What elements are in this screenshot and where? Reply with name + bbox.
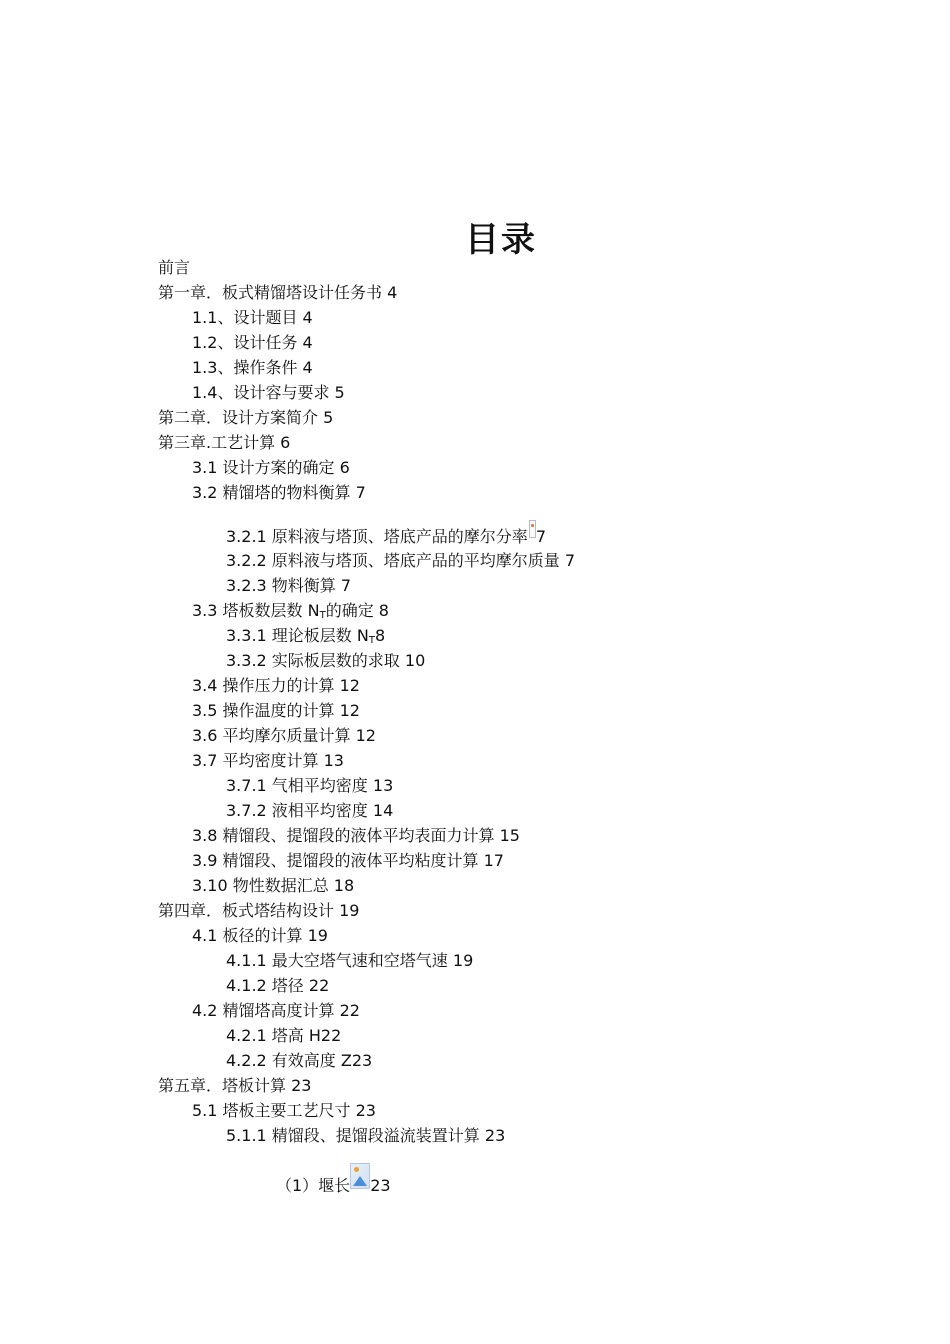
toc-entry-3-3-1[interactable] — [158, 626, 918, 651]
toc-entry-chapter-1[interactable]: 第一章．板式精馏塔设计任务书 4 — [158, 283, 398, 302]
toc-entry-preface[interactable]: 前言 — [158, 258, 191, 277]
toc-entry-4-1-1[interactable]: 4.1.1 最大空塔气速和空塔气速 19 — [226, 951, 474, 970]
toc-entry-chapter-5[interactable]: 第五章．塔板计算 23 — [158, 1076, 312, 1095]
toc-entry-chapter-2[interactable]: 第二章．设计方案简介 5 — [158, 408, 334, 427]
toc-entry-chapter-3[interactable]: 第三章.工艺计算 6 — [158, 433, 291, 452]
toc-entry-text-end: 8 — [374, 626, 386, 645]
toc-entry-chapter-4[interactable]: 第四章．板式塔结构设计 19 — [158, 901, 360, 920]
toc-entry-4-1-2[interactable]: 4.1.2 塔径 22 — [226, 976, 330, 995]
toc-entry-1-2[interactable]: 1.2、设计任务 4 — [192, 333, 313, 352]
toc-entry-3-6[interactable]: 3.6 平均摩尔质量计算 12 — [192, 726, 376, 745]
toc-entry-text: 3.2.1 原料液与塔顶、塔底产品的摩尔分率 — [226, 527, 528, 546]
toc-entry-4-1[interactable]: 4.1 板径的计算 19 — [192, 926, 328, 945]
toc-entry-3-7-1[interactable]: 3.7.1 气相平均密度 13 — [226, 776, 394, 795]
subscript: T — [319, 610, 326, 621]
toc-entry-text-end: 的确定 8 — [325, 601, 389, 620]
toc-entry-weir-length[interactable] — [158, 1151, 918, 1194]
broken-image-icon — [350, 1163, 370, 1189]
toc-entry-3-3[interactable] — [158, 601, 918, 626]
toc-entry-5-1[interactable]: 5.1 塔板主要工艺尺寸 23 — [192, 1101, 376, 1120]
toc-entry-3-2-1[interactable] — [158, 508, 918, 551]
toc-entry-3-1[interactable]: 3.1 设计方案的确定 6 — [192, 458, 350, 477]
toc-entry-text: （1）堰长 — [276, 1176, 351, 1195]
toc-entry-3-2-2[interactable]: 3.2.2 原料液与塔顶、塔底产品的平均摩尔质量 7 — [226, 551, 576, 570]
toc-page-number: 7 — [535, 527, 546, 546]
toc-entry-3-10[interactable]: 3.10 物性数据汇总 18 — [192, 876, 355, 895]
toc-entry-5-1-1[interactable]: 5.1.1 精馏段、提馏段溢流装置计算 23 — [226, 1126, 506, 1145]
table-of-contents — [158, 258, 918, 1194]
toc-entry-4-2-1[interactable]: 4.2.1 塔高 H22 — [226, 1026, 342, 1045]
toc-page-number: 23 — [370, 1176, 391, 1195]
toc-entry-3-7[interactable]: 3.7 平均密度计算 13 — [192, 751, 344, 770]
toc-entry-3-3-2[interactable]: 3.3.2 实际板层数的求取 10 — [226, 651, 426, 670]
toc-entry-1-4[interactable]: 1.4、设计容与要求 5 — [192, 383, 345, 402]
toc-entry-3-2-3[interactable]: 3.2.3 物料衡算 7 — [226, 576, 352, 595]
toc-entry-1-3[interactable]: 1.3、操作条件 4 — [192, 358, 313, 377]
toc-entry-text: 3.3 塔板数层数 N — [192, 601, 320, 620]
toc-entry-1-1[interactable]: 1.1、设计题目 4 — [192, 308, 313, 327]
subscript: T — [368, 635, 375, 646]
toc-entry-3-4[interactable]: 3.4 操作压力的计算 12 — [192, 676, 360, 695]
toc-entry-3-5[interactable]: 3.5 操作温度的计算 12 — [192, 701, 360, 720]
toc-title: 目录 — [465, 220, 537, 260]
toc-entry-4-2-2[interactable]: 4.2.2 有效高度 Z23 — [226, 1051, 373, 1070]
toc-entry-3-8[interactable]: 3.8 精馏段、提馏段的液体平均表面力计算 15 — [192, 826, 520, 845]
toc-entry-text: 3.3.1 理论板层数 N — [226, 626, 369, 645]
toc-entry-3-2[interactable]: 3.2 精馏塔的物料衡算 7 — [192, 483, 366, 502]
equation-image-icon — [529, 520, 536, 538]
toc-entry-3-7-2[interactable]: 3.7.2 液相平均密度 14 — [226, 801, 394, 820]
toc-entry-3-9[interactable]: 3.9 精馏段、提馏段的液体平均粘度计算 17 — [192, 851, 504, 870]
toc-entry-4-2[interactable]: 4.2 精馏塔高度计算 22 — [192, 1001, 360, 1020]
